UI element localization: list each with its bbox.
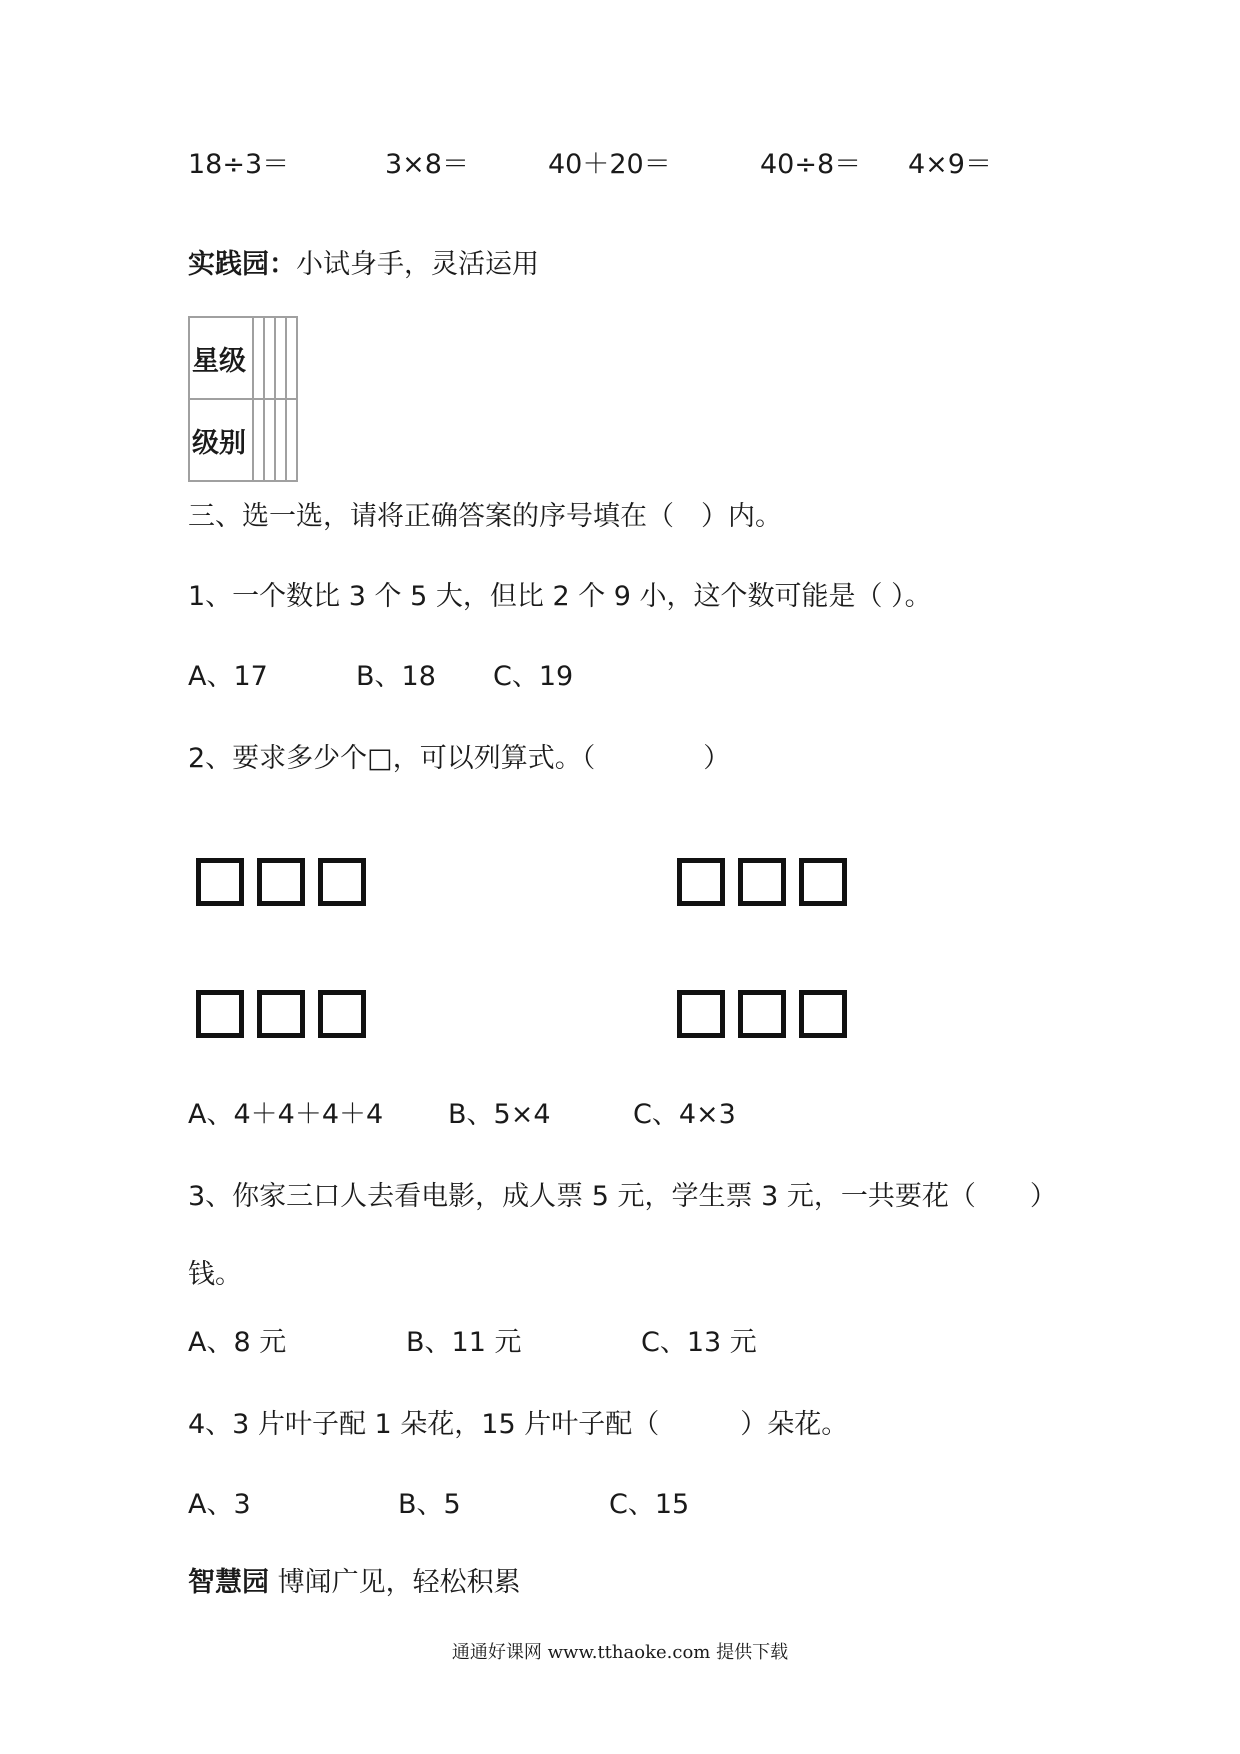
practice-title: 实践园： xyxy=(188,249,296,280)
rating-row-stars: 星级 xyxy=(189,317,253,399)
q2-text: 2、要求多少个□，可以列算式。（ ） xyxy=(188,743,731,774)
square-icon xyxy=(318,990,366,1038)
footer: 通通好课网 www.tthaoke.com 提供下载 xyxy=(451,1642,789,1663)
q3-option-b: B、11 元 xyxy=(406,1327,522,1358)
square-icon xyxy=(738,858,786,906)
wisdom-title: 智慧园 xyxy=(188,1567,269,1598)
square-icon xyxy=(799,990,847,1038)
rating-cell xyxy=(286,317,297,399)
square-icon xyxy=(196,858,244,906)
square-icon xyxy=(677,990,725,1038)
square-icon xyxy=(257,990,305,1038)
q4-option-c: C、15 xyxy=(609,1489,690,1520)
rating-cell xyxy=(264,317,275,399)
arith-5: 4×9＝ xyxy=(908,149,992,180)
square-icon xyxy=(799,858,847,906)
rating-table xyxy=(188,316,298,482)
square-icon xyxy=(738,990,786,1038)
arith-2: 3×8＝ xyxy=(385,149,469,180)
q1-option-a: A、17 xyxy=(188,661,268,692)
square-icon xyxy=(196,990,244,1038)
rating-cell xyxy=(275,399,286,481)
rating-cell xyxy=(264,399,275,481)
q3-option-a: A、8 元 xyxy=(188,1327,287,1358)
rating-cell xyxy=(286,399,297,481)
q3-line1: 3、你家三口人去看电影，成人票 5 元，学生票 3 元，一共要花（ ） xyxy=(188,1181,1057,1212)
q1-option-b: B、18 xyxy=(356,661,436,692)
q3-option-c: C、13 元 xyxy=(641,1327,757,1358)
q4-text: 4、3 片叶子配 1 朵花，15 片叶子配（ ）朵花。 xyxy=(188,1409,849,1440)
q2-option-c: C、4×3 xyxy=(633,1099,736,1130)
arith-3: 40＋20＝ xyxy=(548,149,671,180)
wisdom-subtitle: 博闻广见，轻松积累 xyxy=(277,1567,521,1598)
q2-option-a: A、4＋4＋4＋4 xyxy=(188,1099,384,1130)
rating-row-level: 级别 xyxy=(189,399,253,481)
practice-subtitle: 小试身手，灵活运用 xyxy=(296,249,539,280)
square-icon xyxy=(677,858,725,906)
arith-4: 40÷8＝ xyxy=(760,149,862,180)
wisdom-heading xyxy=(188,1566,521,1600)
rating-cell xyxy=(253,317,264,399)
rating-cell xyxy=(253,399,264,481)
q4-option-a: A、3 xyxy=(188,1489,251,1520)
section3-heading: 三、选一选，请将正确答案的序号填在（ ）内。 xyxy=(188,501,782,532)
square-icon xyxy=(318,858,366,906)
q1-option-c: C、19 xyxy=(493,661,574,692)
practice-heading xyxy=(188,248,539,282)
q3-line2: 钱。 xyxy=(188,1259,242,1290)
arith-1: 18÷3＝ xyxy=(188,149,290,180)
q2-option-b: B、5×4 xyxy=(448,1099,551,1130)
q4-option-b: B、5 xyxy=(398,1489,461,1520)
square-icon xyxy=(257,858,305,906)
q1-text: 1、一个数比 3 个 5 大，但比 2 个 9 小，这个数可能是（ ）。 xyxy=(188,581,932,612)
rating-cell xyxy=(275,317,286,399)
